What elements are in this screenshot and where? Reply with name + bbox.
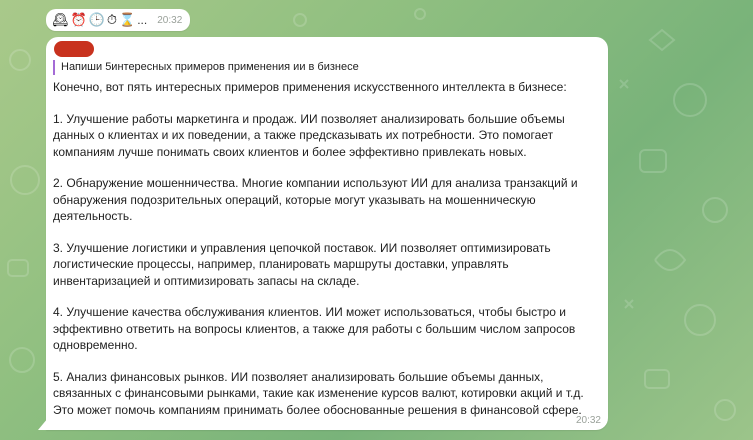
list-item: 5. Анализ финансовых рынков. ИИ позволяет анализировать большие объемы данных, связанных с финансовыми рынками, такие как изменение курсов валют, котировки акций и т.д. Это может помочь компаниям принимать более обоснованные решения в финансовой сфере. (53, 369, 584, 417)
alarm-clock-icon: ⏰ (70, 12, 87, 28)
list-item: 3. Улучшение логистики и управления цепочкой поставок. ИИ позволяет оптимизировать логистические процессы, например, планировать маршруты доставки, управлять инвентаризацией и оптимизировать запасы на складе. (53, 240, 551, 288)
status-message-bubble[interactable] (46, 9, 190, 31)
message-text (53, 79, 598, 418)
message-bubble[interactable] (46, 37, 608, 430)
reply-quote[interactable]: Напиши 5интересных примеров применения ии в бизнесе (53, 60, 598, 75)
status-message-time: 20:32 (157, 14, 183, 26)
list-item: 4. Улучшение качества обслуживания клиентов. ИИ может использоваться, чтобы быстро и эффективно ответить на вопросы клиентов, а также для работы с большим числом запросов одновременно. (53, 305, 576, 352)
list-item: 2. Обнаружение мошенничества. Многие компании используют ИИ для анализа транзакций и обнаружения подозрительных операций, которые могут указывать на мошенническую деятельность. (53, 176, 578, 223)
hourglass-icon: ⌛ (119, 12, 136, 28)
stopwatch-icon: ⏱ (106, 12, 118, 28)
mantelpiece-clock-icon: 🕰 (52, 12, 69, 28)
message-time: 20:32 (575, 415, 601, 426)
clock-icon: 🕒 (88, 12, 105, 28)
message-intro: Конечно, вот пять интересных примеров применения искусственного интеллекта в бизнесе: (53, 80, 567, 94)
status-ellipsis: ... (137, 13, 148, 27)
list-item: 1. Улучшение работы маркетинга и продаж. ИИ позволяет анализировать большие объемы данных о клиентах и их поведении, а также предсказывать их потребности. Это помогает компаниям лучше понимать своих клиентов и более эффективно привлекать новых. (53, 111, 565, 159)
sender-name-redacted[interactable] (54, 41, 94, 57)
